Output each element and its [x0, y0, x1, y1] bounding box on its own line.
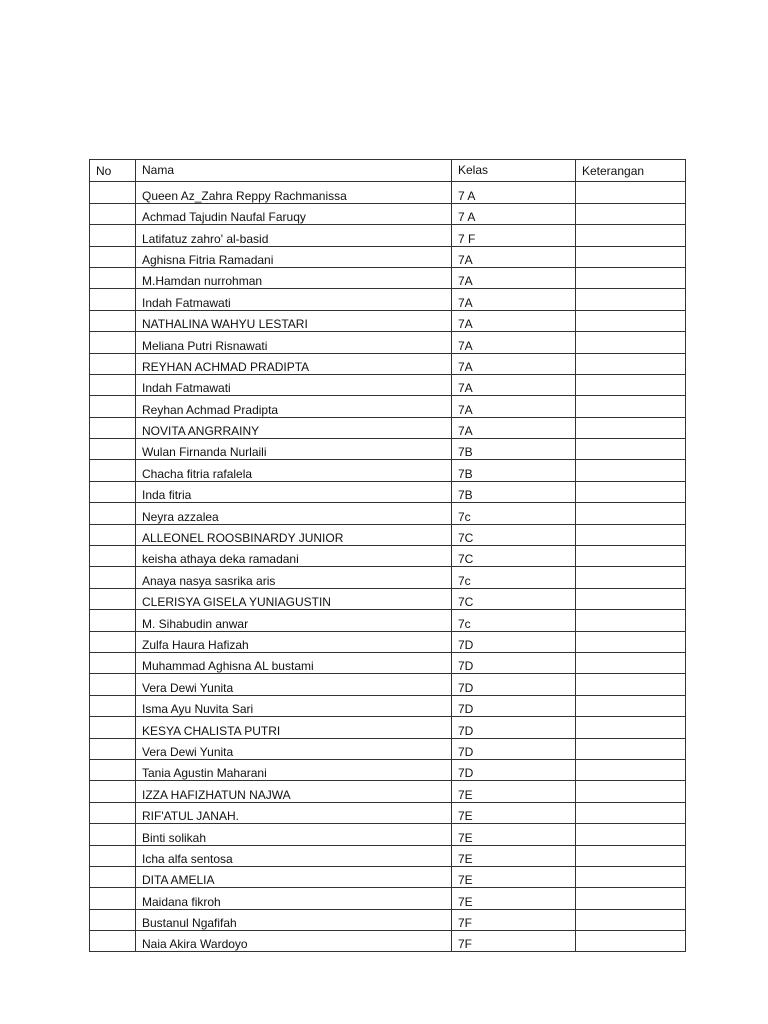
cell-nama: Muhammad Aghisna AL bustami — [136, 652, 452, 673]
cell-keterangan — [576, 909, 686, 930]
cell-keterangan — [576, 546, 686, 567]
cell-kelas: 7C — [452, 524, 576, 545]
cell-keterangan — [576, 417, 686, 438]
cell-keterangan — [576, 738, 686, 759]
cell-no — [90, 289, 136, 310]
cell-no — [90, 588, 136, 609]
cell-nama: REYHAN ACHMAD PRADIPTA — [136, 353, 452, 374]
table-row — [90, 481, 686, 502]
table-row — [90, 439, 686, 460]
cell-nama: Naia Akira Wardoyo — [136, 931, 452, 952]
student-roster-table — [89, 159, 686, 952]
cell-no — [90, 374, 136, 395]
cell-keterangan — [576, 460, 686, 481]
cell-keterangan — [576, 567, 686, 588]
cell-nama: Zulfa Haura Hafizah — [136, 631, 452, 652]
cell-nama: Isma Ayu Nuvita Sari — [136, 695, 452, 716]
cell-no — [90, 652, 136, 673]
cell-no — [90, 182, 136, 203]
cell-no — [90, 332, 136, 353]
cell-keterangan — [576, 203, 686, 224]
cell-keterangan — [576, 289, 686, 310]
cell-nama: M. Sihabudin anwar — [136, 610, 452, 631]
cell-kelas: 7D — [452, 674, 576, 695]
cell-no — [90, 567, 136, 588]
cell-kelas: 7A — [452, 246, 576, 267]
cell-keterangan — [576, 759, 686, 780]
cell-nama: Indah Fatmawati — [136, 289, 452, 310]
cell-kelas: 7A — [452, 289, 576, 310]
cell-keterangan — [576, 717, 686, 738]
table-row — [90, 546, 686, 567]
cell-keterangan — [576, 353, 686, 374]
cell-keterangan — [576, 225, 686, 246]
cell-no — [90, 631, 136, 652]
header-kelas: Kelas — [452, 160, 576, 182]
table-row — [90, 225, 686, 246]
cell-kelas: 7E — [452, 866, 576, 887]
cell-kelas: 7c — [452, 503, 576, 524]
cell-nama: Indah Fatmawati — [136, 374, 452, 395]
cell-kelas: 7 A — [452, 182, 576, 203]
cell-nama: keisha athaya deka ramadani — [136, 546, 452, 567]
cell-kelas: 7A — [452, 310, 576, 331]
cell-no — [90, 674, 136, 695]
cell-keterangan — [576, 396, 686, 417]
cell-nama: Meliana Putri Risnawati — [136, 332, 452, 353]
table-row — [90, 417, 686, 438]
cell-kelas: 7D — [452, 738, 576, 759]
cell-no — [90, 396, 136, 417]
table-row — [90, 267, 686, 288]
table-row — [90, 759, 686, 780]
cell-kelas: 7 A — [452, 203, 576, 224]
cell-nama: M.Hamdan nurrohman — [136, 267, 452, 288]
cell-nama: Icha alfa sentosa — [136, 845, 452, 866]
cell-no — [90, 888, 136, 909]
cell-keterangan — [576, 931, 686, 952]
cell-kelas: 7B — [452, 460, 576, 481]
cell-kelas: 7E — [452, 845, 576, 866]
table-row — [90, 674, 686, 695]
header-nama: Nama — [136, 160, 452, 182]
table-row — [90, 909, 686, 930]
cell-kelas: 7A — [452, 396, 576, 417]
cell-keterangan — [576, 481, 686, 502]
cell-kelas: 7c — [452, 610, 576, 631]
cell-nama: KESYA CHALISTA PUTRI — [136, 717, 452, 738]
cell-kelas: 7E — [452, 781, 576, 802]
cell-nama: Inda fitria — [136, 481, 452, 502]
table-row — [90, 802, 686, 823]
cell-kelas: 7c — [452, 567, 576, 588]
cell-keterangan — [576, 802, 686, 823]
cell-no — [90, 267, 136, 288]
table-row — [90, 310, 686, 331]
cell-nama: Binti solikah — [136, 824, 452, 845]
cell-kelas: 7D — [452, 631, 576, 652]
cell-no — [90, 203, 136, 224]
table-row — [90, 610, 686, 631]
cell-no — [90, 909, 136, 930]
table-row — [90, 824, 686, 845]
cell-nama: RIF'ATUL JANAH. — [136, 802, 452, 823]
table-row — [90, 717, 686, 738]
header-no: No — [90, 160, 136, 182]
table-row — [90, 652, 686, 673]
cell-kelas: 7D — [452, 652, 576, 673]
cell-keterangan — [576, 845, 686, 866]
cell-nama: DITA AMELIA — [136, 866, 452, 887]
cell-keterangan — [576, 267, 686, 288]
cell-keterangan — [576, 824, 686, 845]
cell-no — [90, 439, 136, 460]
cell-no — [90, 802, 136, 823]
cell-no — [90, 225, 136, 246]
table-row — [90, 353, 686, 374]
cell-kelas: 7D — [452, 695, 576, 716]
table-row — [90, 289, 686, 310]
cell-keterangan — [576, 674, 686, 695]
cell-nama: ALLEONEL ROOSBINARDY JUNIOR — [136, 524, 452, 545]
table-row — [90, 695, 686, 716]
table-row — [90, 888, 686, 909]
table-row — [90, 524, 686, 545]
table-row — [90, 332, 686, 353]
cell-nama: Neyra azzalea — [136, 503, 452, 524]
table-row — [90, 631, 686, 652]
cell-kelas: 7A — [452, 353, 576, 374]
cell-keterangan — [576, 439, 686, 460]
cell-nama: Bustanul Ngafifah — [136, 909, 452, 930]
cell-kelas: 7E — [452, 802, 576, 823]
cell-no — [90, 866, 136, 887]
table-row — [90, 396, 686, 417]
cell-no — [90, 503, 136, 524]
table-row — [90, 588, 686, 609]
cell-keterangan — [576, 888, 686, 909]
table-row — [90, 931, 686, 952]
cell-nama: Anaya nasya sasrika aris — [136, 567, 452, 588]
cell-kelas: 7A — [452, 267, 576, 288]
cell-nama: NOVITA ANGRRAINY — [136, 417, 452, 438]
cell-nama: Latifatuz zahro' al-basid — [136, 225, 452, 246]
cell-keterangan — [576, 588, 686, 609]
header-keterangan: Keterangan — [576, 160, 686, 182]
cell-kelas: 7E — [452, 824, 576, 845]
cell-keterangan — [576, 503, 686, 524]
cell-nama: NATHALINA WAHYU LESTARI — [136, 310, 452, 331]
table-header-row — [90, 160, 686, 182]
cell-no — [90, 695, 136, 716]
cell-no — [90, 310, 136, 331]
cell-no — [90, 417, 136, 438]
cell-no — [90, 781, 136, 802]
table-row — [90, 246, 686, 267]
cell-no — [90, 524, 136, 545]
cell-keterangan — [576, 631, 686, 652]
cell-kelas: 7A — [452, 417, 576, 438]
table-row — [90, 182, 686, 203]
table-row — [90, 781, 686, 802]
cell-no — [90, 481, 136, 502]
cell-no — [90, 759, 136, 780]
cell-kelas: 7D — [452, 759, 576, 780]
table-row — [90, 374, 686, 395]
cell-keterangan — [576, 246, 686, 267]
cell-kelas: 7C — [452, 588, 576, 609]
cell-kelas: 7D — [452, 717, 576, 738]
cell-no — [90, 931, 136, 952]
cell-no — [90, 610, 136, 631]
cell-keterangan — [576, 781, 686, 802]
cell-nama: Queen Az_Zahra Reppy Rachmanissa — [136, 182, 452, 203]
cell-kelas: 7B — [452, 481, 576, 502]
cell-kelas: 7F — [452, 909, 576, 930]
cell-nama: Vera Dewi Yunita — [136, 674, 452, 695]
cell-kelas: 7A — [452, 374, 576, 395]
table-row — [90, 567, 686, 588]
cell-no — [90, 845, 136, 866]
cell-kelas: 7E — [452, 888, 576, 909]
cell-kelas: 7A — [452, 332, 576, 353]
table-row — [90, 460, 686, 481]
cell-nama: Vera Dewi Yunita — [136, 738, 452, 759]
cell-keterangan — [576, 695, 686, 716]
cell-keterangan — [576, 182, 686, 203]
table-row — [90, 866, 686, 887]
cell-keterangan — [576, 310, 686, 331]
cell-keterangan — [576, 524, 686, 545]
table-row — [90, 845, 686, 866]
cell-no — [90, 546, 136, 567]
cell-nama: CLERISYA GISELA YUNIAGUSTIN — [136, 588, 452, 609]
table-body — [90, 182, 686, 952]
cell-nama: Maidana fikroh — [136, 888, 452, 909]
cell-nama: IZZA HAFIZHATUN NAJWA — [136, 781, 452, 802]
cell-kelas: 7 F — [452, 225, 576, 246]
cell-nama: Wulan Firnanda Nurlaili — [136, 439, 452, 460]
cell-nama: Achmad Tajudin Naufal Faruqy — [136, 203, 452, 224]
table-row — [90, 738, 686, 759]
cell-keterangan — [576, 866, 686, 887]
cell-no — [90, 717, 136, 738]
cell-no — [90, 738, 136, 759]
cell-no — [90, 353, 136, 374]
cell-nama: Chacha fitria rafalela — [136, 460, 452, 481]
cell-nama: Aghisna Fitria Ramadani — [136, 246, 452, 267]
cell-no — [90, 460, 136, 481]
cell-keterangan — [576, 652, 686, 673]
cell-kelas: 7B — [452, 439, 576, 460]
cell-no — [90, 824, 136, 845]
cell-nama: Reyhan Achmad Pradipta — [136, 396, 452, 417]
cell-kelas: 7C — [452, 546, 576, 567]
table-row — [90, 203, 686, 224]
cell-keterangan — [576, 374, 686, 395]
cell-keterangan — [576, 610, 686, 631]
cell-keterangan — [576, 332, 686, 353]
cell-no — [90, 246, 136, 267]
table-row — [90, 503, 686, 524]
cell-nama: Tania Agustin Maharani — [136, 759, 452, 780]
cell-kelas: 7F — [452, 931, 576, 952]
